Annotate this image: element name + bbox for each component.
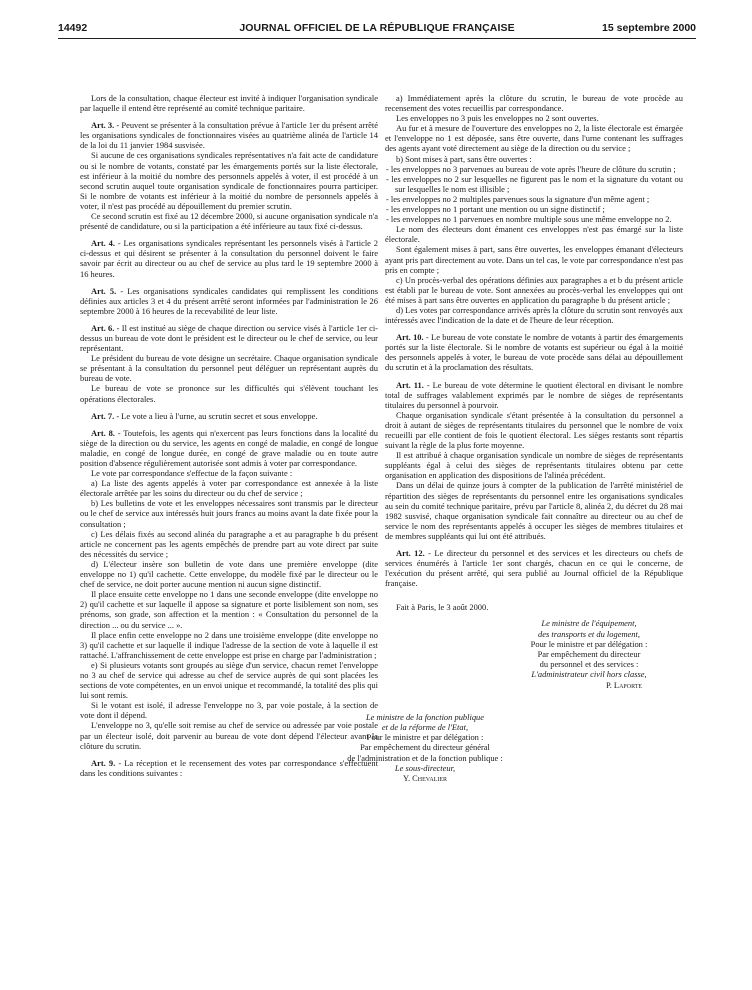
article-text: - Le bureau de vote détermine le quotient électoral en divisant le nombre total de suffrages valablement exprimés par le nombre de sièges de représentants titulaires du personnel à pourvoir. [385,379,684,410]
excluded-envelopes-list [385,164,683,225]
paragraph: Le président du bureau de vote désigne un secrétaire. Chaque organisation syndicale se présentant à la consultation du personnel peut déléguer un représentant auprès du bureau de vote. [80,353,378,384]
article-text: - La réception et le recensement des votes par correspondance s'effectuent dans les conditions suivantes : [80,757,378,778]
paragraph: a) Immédiatement après la clôture du scrutin, le bureau de vote procède au recensement des votes recueillis par correspondance. [385,93,683,114]
article-8 [80,428,378,468]
article-11 [385,380,683,410]
date-place-line: Fait à Paris, le 3 août 2000. [396,602,489,613]
list-item: - les enveloppes no 1 parvenues en nombre multiple sous une même enveloppe no 2. [386,214,672,225]
delegation-line: Pour le ministre et par délégation : [366,732,484,743]
article-text: - Le bureau de vote constate le nombre de votants à partir des émargements portés sur la liste électorale. Si le nombre de votants est supérieur ou égal à la moitié des personnels appelés à voter, le bureau de vote procède sans délai au dépouillement du scrutin et à la proclamation des résultats. [385,332,684,373]
list-item: - les enveloppes no 1 portant une mention ou un signe distinctif ; [386,204,605,215]
list-item: - les enveloppes no 3 parvenues au bureau de vote après l'heure de clôture du scrutin ; [386,163,676,174]
article-number: Art. 3. [91,120,115,131]
article-6 [80,323,378,353]
signatory-title: Le ministre de l'équipement, [541,618,637,629]
article-text: - Les organisations syndicales représentant les personnels visés à l'article 2 ci-dessus et qui désirent se présenter à la consultation du personnel doivent le faire savoir par écrit au directeur ou au chef de service au plus tard le 19 septembre 2000 à 16 heures. [80,238,378,279]
paragraph: Les enveloppes no 3 puis les enveloppes no 2 sont ouvertes. [396,113,599,124]
article-7 [80,411,378,421]
article-3 [80,120,378,150]
delegation-line: Pour le ministre et par délégation : [530,638,648,649]
paragraph: Sont également mises à part, sans être ouvertes, les enveloppes émanant d'électeurs ayant pris part directement au vote. Dans un tel cas, le vote par correspondance n'est pas pris en compte ; [385,244,683,275]
delegation-line: du personnel et des services : [539,659,639,670]
paragraph: Dans un délai de quinze jours à compter de la publication de l'arrêté ministériel de répartition des sièges de représentants du personnel entre les organisations syndicales au sein du comité technique paritaire, prévu par l'article 8, alinéa 2, du décret du 28 mai 1982 susvisé, chaque organisation syndicale fait connaître au directeur ou au chef de service le nom des représentants appelés à occuper les sièges de membres titulaires et de membres suppléants qui lui ont été attribués. [385,480,683,541]
journal-title: JOURNAL OFFICIEL DE LA RÉPUBLIQUE FRANÇAISE [239,22,515,34]
signature-block-equipement [385,618,683,689]
paragraph: b) Sont mises à part, sans être ouvertes : [396,153,532,164]
paragraph: Si aucune de ces organisations syndicales représentatives n'a fait acte de candidature ou si le nombre de votants, constaté par les émargements portés sur la liste électorale, est inférieur à la moitié du nombre des personnels appelés à voter, il est procédé à un second scrutin auquel toute organisation syndicale de fonctionnaires pourra participer. Si le nombre de votants est inférieur à la moitié du nombre de personnels appelés à voter, il n'est pas procédé au dépouillement du premier scrutin. [80,150,378,211]
article-text: - Le vote a lieu à l'urne, au scrutin secret et sous enveloppe. [114,410,318,421]
paragraph: Il place enfin cette enveloppe no 2 dans une troisième enveloppe (dite enveloppe no 3) qu'il cachette et sur laquelle il indique l'adresse de la section de vote à laquelle il est rattaché. L'affranchissement de cette enveloppe est prise en charge par l'administration ; [80,629,378,660]
left-column [80,93,378,778]
paragraph: d) Les votes par correspondance arrivés après la clôture du scrutin sont renvoyés aux intéressés avec l'indication de la date et de l'heure de leur réception. [385,304,683,326]
article-number: Art. 4. [91,238,115,249]
article-number: Art. 11. [396,379,424,390]
paragraph: L'enveloppe no 3, qu'elle soit remise au chef de service ou adressée par voie postale par un électeur isolé, doit parvenir au bureau de vote dont dépend l'électeur avant la clôture du scrutin. [80,720,378,751]
article-number: Art. 5. [91,285,117,296]
article-text: - Les organisations syndicales candidates qui remplissent les conditions définies aux articles 3 et 4 du présent arrêté seront informées par l'administration le 26 septembre 2000 à 16 heures de la recevabilité de leur liste. [80,285,378,316]
paragraph: Au fur et à mesure de l'ouverture des enveloppes no 2, la liste électorale est émargée et l'enveloppe no 1 est déposée, sans être ouverte, dans l'urne contenant les suffrages des agents ayant voté directement au siège de la direction ou du service ; [385,123,683,154]
article-number: Art. 9. [91,757,116,768]
paragraph: Ce second scrutin est fixé au 12 décembre 2000, si aucune organisation syndicale n'a présenté de candidature, ou si la participation a été inférieure au taux fixé ci-dessus. [80,211,378,232]
list-item: - les enveloppes no 2 multiples parvenues sous la signature d'un même agent ; [386,193,650,204]
delegation-line: Par empêchement du directeur général [360,742,490,753]
article-4 [80,238,378,278]
list-item: - les enveloppes no 2 sur lesquelles ne figurent pas le nom et la signature du votant ou sur lesquelles le nom est illisible ; [386,173,683,194]
article-text: - Peuvent se présenter à la consultation prévue à l'article 1er du présent arrêté les organisations syndicales de fonctionnaires visées au quatrième alinéa de l'article 14 de la loi du 11 janvier 1984 susvisée. [80,120,379,151]
delegation-line: de l'administration et de la fonction publique : [347,752,503,763]
signatory-name: P. Laporte [605,679,643,690]
delegation-line: Par empêchement du directeur [537,649,641,660]
paragraph: Le vote par correspondance s'effectue de la façon suivante : [91,468,293,479]
page-number: 14492 [58,22,88,34]
article-number: Art. 6. [91,322,115,333]
article-text: - Le directeur du personnel et des services et les directeurs ou chefs de services énumérés à l'article 1er sont chargés, chacun en ce qui le concerne, de l'exécution du présent arrêté, qui sera publié au Journal officiel de la République française. [385,548,683,589]
article-number: Art. 7. [91,410,115,421]
signatory-function: L'administrateur civil hors classe, [531,669,647,680]
article-number: Art. 10. [396,332,424,343]
signature-block-fonction-publique [275,712,575,783]
header-rule [58,38,696,39]
article-12 [385,548,683,588]
article-number: Art. 8. [91,427,115,438]
paragraph: b) Les bulletins de vote et les enveloppes nécessaires sont transmis par le directeur ou le chef de service aux intéressés huit jours francs au moins avant la date fixée pour la consultation ; [80,498,378,529]
article-5 [80,286,378,316]
paragraph: c) Un procès-verbal des opérations définies aux paragraphes a et b du présent article est établi par le bureau de vote. Sont annexées au procès-verbal les enveloppes qui ont été mises à part sans être ouvertes en application du paragraphe b du présent article ; [385,274,683,305]
paragraph: Lors de la consultation, chaque électeur est invité à indiquer l'organisation syndicale par laquelle il entend être représenté au comité technique paritaire. [80,93,378,114]
article-text: - Il est institué au siège de chaque direction ou service visés à l'article 1er ci-dessus un bureau de vote dont le président est le directeur ou le chef de service, ou leur représentant. [80,322,378,354]
signatory-name: Y. Chevalier [402,773,448,784]
article-text: - Toutefois, les agents qui n'exercent pas leurs fonctions dans la localité du siège de la direction ou du service, les agents en congé de maladie, en congé de longue maladie, en congé de longue durée, en congé de grave maladie ou en toute autre position d'absence régulièrement autorisée sont admis à voter par correspondance. [80,427,378,468]
article-number: Art. 12. [396,548,425,559]
right-column [347,93,684,784]
paragraph: d) L'électeur insère son bulletin de vote dans une première enveloppe (dite enveloppe no 1) qu'il cachette. Cette enveloppe, du modèle fixé par le directeur ou le chef de service, ne doit porter aucune mention ni aucun signe distinctif. [80,558,378,590]
paragraph: Chaque organisation syndicale s'étant présentée à la consultation du personnel a droit à autant de sièges de représentants titulaires du personnel que le nombre de voix recueilli par elle contient de fois le quotient électoral. Les sièges restants sont répartis suivant la règle de la plus forte moyenne. [385,409,683,451]
paragraph: Si le votant est isolé, il adresse l'enveloppe no 3, par voie postale, à la section de vote dont il dépend. [80,700,378,721]
paragraph: Le bureau de vote se prononce sur les difficultés qui s'élèvent touchant les opérations électorales. [80,383,378,404]
paragraph: Il place ensuite cette enveloppe no 1 dans une seconde enveloppe (dite enveloppe no 2) qu'il cachette et sur laquelle il appose sa signature et porte lisiblement son nom, ses prénoms, son grade, son affection et la mention : « Consultation du personnel de la direction ... ou du service ... ». [80,589,378,630]
publication-date: 15 septembre 2000 [602,22,696,34]
paragraph: a) La liste des agents appelés à voter par correspondance est annexée à la liste électorale arrêtée par les soins du directeur ou du chef de service ; [80,478,378,499]
signatory-function: Le sous-directeur, [394,762,456,773]
paragraph: Le nom des électeurs dont émanent ces enveloppes n'est pas émargé sur la liste électorale. [385,224,683,245]
paragraph: e) Si plusieurs votants sont groupés au siège d'un service, chacun remet l'enveloppe no 3 au chef de service qui adresse au chef de service auprès de qui sont placées les sections de vote compétentes, en un envoi unique et recommandé, la totalité des plis qui lui sont remis. [80,659,378,701]
paragraph: Il est attribué à chaque organisation syndicale un nombre de sièges de représentants suppléants égal à celui des sièges de représentants titulaires obtenu par cette organisation en application des dispositions de l'alinéa précédent. [385,450,683,481]
paragraph: c) Les délais fixés au second alinéa du paragraphe a et au paragraphe b du présent article ne concernent pas les agents empêchés de prendre part au vote direct par suite des nécessités du service ; [80,528,378,559]
signatory-title: et de la réforme de l'Etat, [381,722,469,733]
article-10 [385,332,683,372]
signatory-title: Le ministre de la fonction publique [365,711,485,722]
page-header [58,22,696,36]
signatory-title: des transports et du logement, [538,628,640,639]
